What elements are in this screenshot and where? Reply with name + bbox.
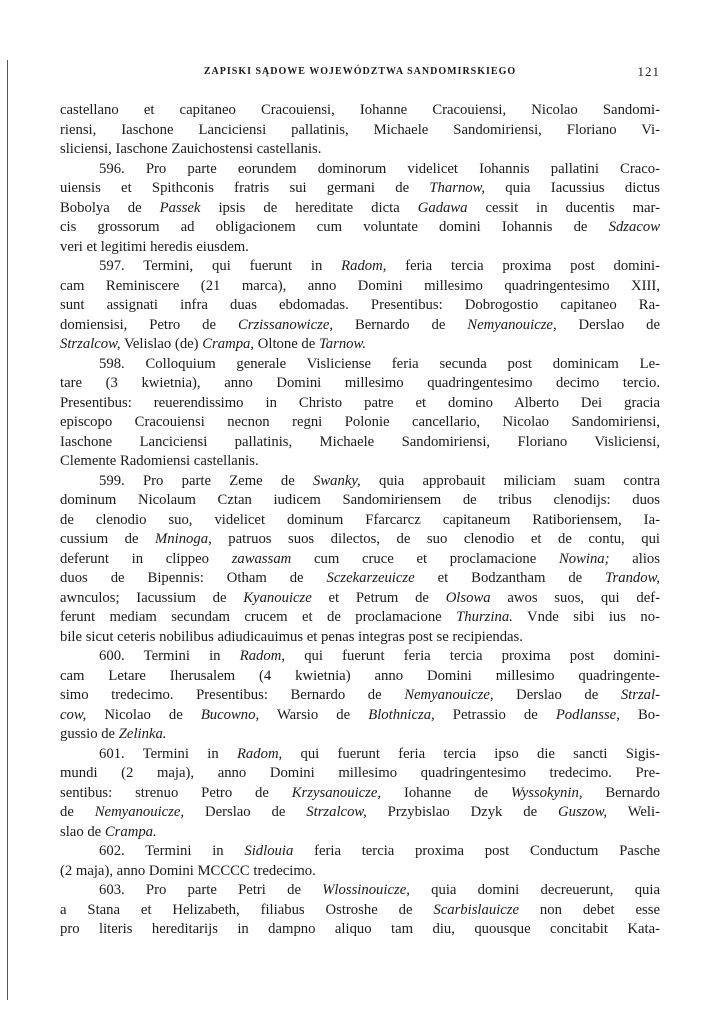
text-line — [60, 238, 660, 258]
text-segment: 598. Colloquium generale Visliciense feria secunda post dominicam Le- — [99, 355, 660, 372]
text-segment: mundi (2 maja), anno Domini millesimo quadringentesimo tredecimo. Pre- — [60, 765, 660, 781]
text-line — [60, 550, 660, 570]
text-line — [60, 920, 660, 940]
text-line — [60, 725, 660, 745]
text-line — [60, 413, 660, 433]
text-segment: bile sicut ceteris nobilibus adiudicauimus et penas integras post se recipiendas. — [60, 628, 523, 645]
italic-name: Wlossinouicze, — [322, 882, 410, 898]
italic-name: Gadawa — [417, 199, 468, 216]
binding-edge-line — [7, 60, 8, 1000]
text-line — [60, 335, 660, 355]
italic-name: Swanky, — [313, 472, 361, 489]
text-segment: ferunt mediam secundam crucem et de proclamacione — [60, 609, 457, 625]
italic-name: Guszow, — [558, 804, 608, 820]
text-line — [60, 218, 660, 238]
text-segment: cam Reminiscere (21 marca), anno Domini millesimo quadringentesimo XIII, — [60, 277, 660, 294]
text-segment: Iaschone Lanciciensi pallatinis, Michaele Sandomiriensi, Floriano Visliciensi, — [60, 433, 660, 450]
text-segment: tare (3 kwietnia), anno Domini millesimo quadringentesimo decimo tercio. — [60, 375, 660, 391]
text-line — [60, 803, 660, 823]
text-segment: 601. Termini in — [99, 745, 237, 762]
italic-name: cow, — [60, 706, 87, 723]
italic-name: Passek — [159, 199, 201, 216]
italic-name: Tharnow, — [429, 180, 486, 196]
text-line — [60, 452, 660, 472]
text-line — [60, 667, 660, 687]
text-segment: sunt assignati infra duas ebdomadas. Presentibus: Dobrogostio capitaneo Ra- — [60, 297, 660, 313]
text-segment: patruos suos dilectos, de suo clenodio et de contu, qui — [211, 531, 660, 547]
text-segment: veri et legitimi heredis eiusdem. — [60, 238, 249, 255]
italic-name: Crzissanowicze, — [237, 316, 334, 333]
text-segment: a Stana et Helizabeth, filiabus Ostroshe de — [60, 901, 434, 918]
text-segment: slao de — [60, 823, 105, 840]
text-segment: Bernardo de — [333, 316, 468, 333]
text-line — [60, 901, 660, 921]
italic-name: Sdzacow — [608, 219, 660, 235]
page-number: 121 — [637, 64, 660, 79]
text-segment: Oltone de — [254, 336, 319, 352]
text-segment: episcopo Cracouiensi necnon regni Polonie cancellario, Nicolao Sandomiriensi, — [60, 414, 660, 430]
italic-name: Strzalcow, — [306, 804, 367, 820]
text-segment: sliciensi, Iaschone Zauichostensi castellanis. — [60, 141, 322, 157]
italic-name: Zelinka. — [118, 726, 167, 742]
italic-name: Nemyanouicze, — [404, 687, 494, 703]
text-segment: cessit in ducentis mar- — [467, 199, 660, 216]
text-line — [60, 316, 660, 336]
text-segment: feria tercia proxima post Conductum Pasche — [293, 843, 660, 859]
text-line — [60, 569, 660, 589]
text-segment: alios — [609, 550, 660, 567]
text-segment: riensi, Iaschone Lanciciensi pallatinis, Michaele Sandomiriensi, Floriano Vi- — [60, 121, 660, 138]
text-line — [60, 530, 660, 550]
text-line — [60, 706, 660, 726]
text-segment: Velislao (de) — [120, 336, 203, 352]
italic-name: Strzalcow, — [60, 336, 121, 352]
text-segment: simo tredecimo. Presentibus: Bernardo de — [60, 687, 405, 703]
italic-name: Crampa, — [202, 336, 255, 352]
italic-name: Podlansse, — [555, 706, 620, 723]
italic-name: Radom, — [236, 745, 283, 762]
text-segment: feria tercia proxima post domini- — [386, 258, 660, 274]
italic-name: Mninoga, — [155, 531, 212, 547]
text-segment: Warsio de — [259, 706, 369, 723]
text-segment: awnculos; Iacussium de — [60, 589, 244, 606]
text-line — [60, 257, 660, 277]
text-line — [60, 511, 660, 531]
italic-name: Crampa. — [104, 823, 157, 840]
text-segment: Petrassio de — [434, 706, 556, 723]
text-segment: de — [60, 804, 95, 820]
text-line — [60, 160, 660, 180]
text-segment: Derslao de — [493, 687, 621, 703]
text-line — [60, 179, 660, 199]
text-segment: ipsis de hereditate dicta — [200, 199, 418, 216]
text-segment: et Bodzantham de — [414, 570, 606, 586]
text-segment: Nicolao de — [86, 706, 201, 723]
text-segment: pro literis hereditarijs in dampno aliquo tam diu, quousque concitabit Kata- — [60, 921, 660, 937]
text-segment: 597. Termini, qui fuerunt in — [99, 258, 342, 274]
italic-name: Sidlouia — [244, 843, 294, 859]
italic-name: Thurzina. — [456, 609, 513, 625]
text-segment: qui fuerunt feria tercia ipso die sancti Sigis- — [282, 745, 660, 762]
text-segment: quia Iacussius dictus — [485, 180, 660, 196]
text-line — [60, 628, 660, 648]
italic-name: zawassam — [231, 550, 292, 567]
text-segment: 602. Termini in — [99, 843, 245, 859]
text-segment: Presentibus: reuerendissimo in Christo patre et domino Alberto Dei gracia — [60, 394, 660, 411]
text-segment: gussio de — [60, 726, 119, 742]
italic-name: Nowina; — [558, 550, 610, 567]
italic-name: Trandow, — [605, 570, 660, 586]
text-segment: Derslao de — [556, 316, 660, 333]
italic-name: Nemyanouicze, — [467, 316, 557, 333]
italic-name: Kyanouicze — [243, 589, 312, 606]
text-line — [60, 433, 660, 453]
text-line — [60, 277, 660, 297]
text-segment: 600. Termini in — [99, 648, 240, 664]
text-segment: duos de Bipennis: Otham de — [60, 570, 327, 586]
text-line — [60, 745, 660, 765]
text-segment: uiensis et Spithconis fratris sui germani de — [60, 180, 430, 196]
text-segment: 599. Pro parte Zeme de — [99, 472, 313, 489]
text-line — [60, 355, 660, 375]
text-line — [60, 823, 660, 843]
text-segment: quia approbauit miliciam suam contra — [360, 472, 660, 489]
text-segment: cussium de — [60, 531, 156, 547]
text-segment: 603. Pro parte Petri de — [99, 882, 323, 898]
text-segment: Weli- — [607, 804, 660, 820]
text-line — [60, 101, 660, 121]
text-segment: domiensisi, Petro de — [60, 316, 238, 333]
italic-name: Strzal- — [620, 687, 660, 703]
text-line — [60, 394, 660, 414]
text-segment: (2 maja), anno Domini MCCCC tredecimo. — [60, 862, 316, 879]
text-segment: de clenodio suo, videlicet dominum Ffarcarcz capitaneum Ratiboriensem, Ia- — [60, 511, 660, 528]
text-segment: sentibus: strenuo Petro de — [60, 784, 292, 801]
text-segment: Iohanne de — [381, 784, 511, 801]
text-segment: Bo- — [619, 706, 660, 723]
text-line — [60, 784, 660, 804]
italic-name: Krzysanouicze, — [291, 784, 382, 801]
italic-name: Scarbislauicze — [433, 901, 520, 918]
text-line — [60, 140, 660, 160]
body-text — [60, 101, 660, 940]
text-segment: deferunt in clippeo — [60, 550, 232, 567]
italic-name: Bucowno, — [200, 706, 260, 723]
text-line — [60, 589, 660, 609]
italic-name: Radom, — [239, 648, 286, 664]
text-segment: non debet esse — [519, 901, 660, 918]
text-line — [60, 199, 660, 219]
text-segment: Derslao de — [184, 804, 307, 820]
italic-name: Wyssokynin, — [510, 784, 583, 801]
text-segment: cis grossorum ad obligacionem cum voluntate domini Iohannis de — [60, 219, 609, 235]
text-segment: Bernardo — [582, 784, 660, 801]
text-line — [60, 608, 660, 628]
text-line — [60, 842, 660, 862]
text-segment: Przybislao Dzyk de — [366, 804, 558, 820]
text-segment: cam Letare Iherusalem (4 kwietnia) anno Domini millesimo quadringente- — [60, 667, 660, 684]
text-line — [60, 686, 660, 706]
text-line — [60, 881, 660, 901]
text-segment: dominum Nicolaum Cztan iudicem Sandomiriensem de tribus clenodijs: duos — [60, 492, 660, 508]
text-segment: awos suos, qui def- — [490, 589, 661, 606]
page-header — [60, 66, 660, 86]
text-segment: quia domini decreuerunt, quia — [409, 882, 660, 898]
text-segment: qui fuerunt feria tercia proxima post domini- — [285, 648, 660, 664]
text-segment: cum cruce et proclamacione — [291, 550, 559, 567]
text-segment: Bobolya de — [60, 199, 160, 216]
text-line — [60, 491, 660, 511]
text-segment: Vnde sibi ius no- — [512, 609, 660, 625]
text-segment: 596. Pro parte eorundem dominorum videlicet Iohannis pallatini Craco- — [99, 160, 660, 177]
text-line — [60, 121, 660, 141]
italic-name: Sczekarzeuicze — [326, 570, 415, 586]
italic-name: Radom, — [341, 258, 387, 274]
text-segment: castellano et capitaneo Cracouiensi, Iohanne Cracouiensi, Nicolao Sandomi- — [60, 102, 660, 118]
text-line — [60, 647, 660, 667]
italic-name: Olsowa — [445, 589, 491, 606]
text-line — [60, 296, 660, 316]
italic-name: Tarnow. — [318, 336, 366, 352]
text-line — [60, 764, 660, 784]
text-segment: et Petrum de — [311, 589, 446, 606]
text-line — [60, 374, 660, 394]
text-line — [60, 472, 660, 492]
running-head: ZAPISKI SĄDOWE WOJEWÓDZTWA SANDOMIRSKIEGO — [203, 66, 517, 77]
italic-name: Nemyanouicze, — [94, 804, 185, 820]
text-line — [60, 862, 660, 882]
italic-name: Blothnicza, — [368, 706, 435, 723]
text-segment: Clemente Radomiensi castellanis. — [60, 453, 259, 469]
